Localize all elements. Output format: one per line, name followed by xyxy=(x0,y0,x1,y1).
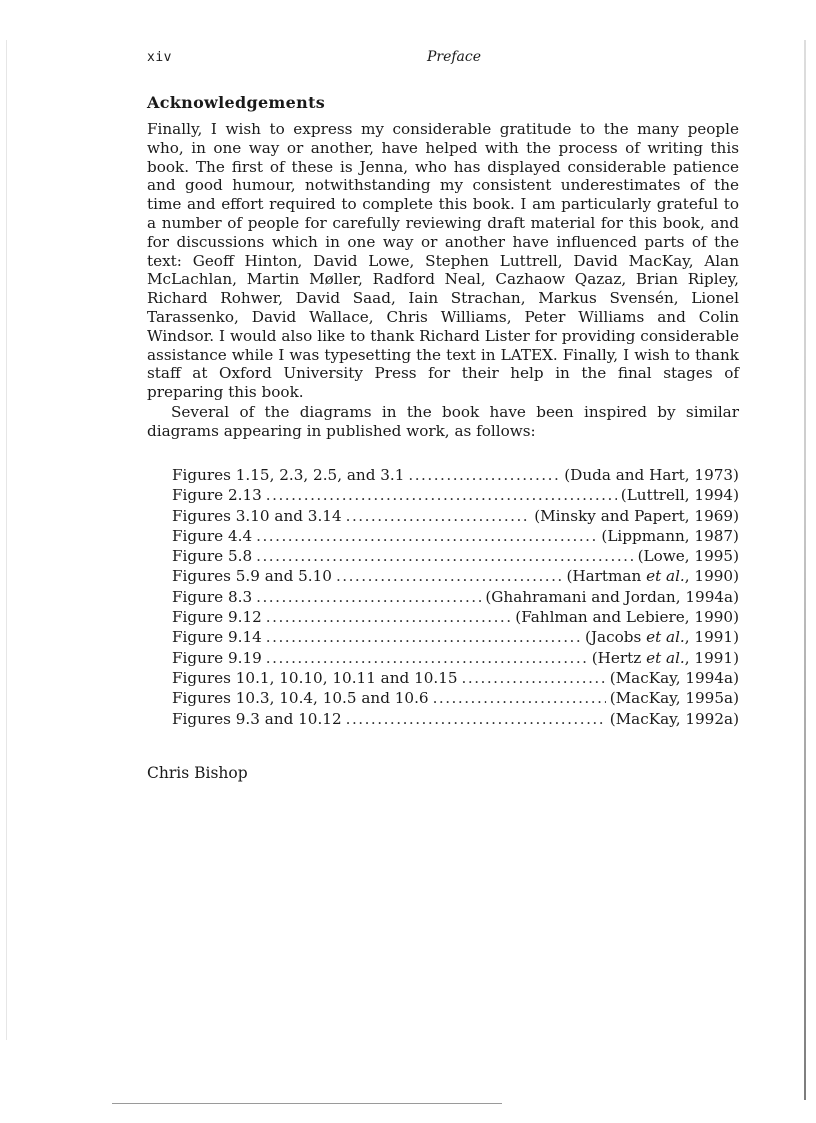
credit-source: (MacKay, 1992a) xyxy=(609,709,739,728)
credit-row xyxy=(172,668,739,688)
figure-credit-list xyxy=(172,465,739,729)
running-head: Preface xyxy=(426,49,482,65)
credit-row xyxy=(172,627,739,647)
dot-leader xyxy=(266,627,581,647)
credit-source: (MacKay, 1995a) xyxy=(609,689,739,708)
credit-figures: Figures 5.9 and 5.10 xyxy=(172,567,332,586)
dot-leader xyxy=(266,648,588,668)
credit-source: (Hertz et al., 1991) xyxy=(591,648,739,667)
scan-bottom-line xyxy=(112,1103,502,1104)
credit-figures: Figures 10.3, 10.4, 10.5 and 10.6 xyxy=(172,689,429,708)
credit-row xyxy=(172,688,739,708)
author-signature: Chris Bishop xyxy=(147,764,248,782)
scan-edge-left xyxy=(6,40,7,1040)
dot-leader xyxy=(462,668,606,688)
credit-row xyxy=(172,607,739,627)
diagrams-intro-paragraph: Several of the diagrams in the book have been inspired by similar diagrams appearing in published work, as follows: xyxy=(147,403,739,440)
credit-source: (Luttrell, 1994) xyxy=(620,486,739,505)
section-heading: Acknowledgements xyxy=(147,93,326,112)
credit-source: (Hartman et al., 1990) xyxy=(566,567,739,586)
credit-row xyxy=(172,485,739,505)
credit-figures: Figure 8.3 xyxy=(172,587,253,606)
dot-leader xyxy=(408,465,560,485)
credit-figures: Figure 9.19 xyxy=(172,648,262,667)
credit-row xyxy=(172,465,739,485)
credit-source: (Ghahramani and Jordan, 1994a) xyxy=(485,587,739,606)
dot-leader xyxy=(256,587,481,607)
credit-figures: Figure 9.12 xyxy=(172,608,262,627)
credit-source: (Minsky and Papert, 1969) xyxy=(534,506,739,525)
dot-leader xyxy=(256,526,597,546)
credit-source: (Lowe, 1995) xyxy=(637,547,739,566)
credit-figures: Figure 9.14 xyxy=(172,628,262,647)
credit-row xyxy=(172,648,739,668)
credit-figures: Figures 3.10 and 3.14 xyxy=(172,506,342,525)
dot-leader xyxy=(256,546,633,566)
credit-figures: Figures 10.1, 10.10, 10.11 and 10.15 xyxy=(172,668,458,687)
dot-leader xyxy=(433,688,606,708)
credit-row xyxy=(172,566,739,586)
dot-leader xyxy=(336,566,562,586)
credit-source: (Fahlman and Lebiere, 1990) xyxy=(515,608,739,627)
credit-figures: Figure 2.13 xyxy=(172,486,262,505)
credit-figures: Figure 5.8 xyxy=(172,547,253,566)
credit-row xyxy=(172,587,739,607)
credit-source: (Duda and Hart, 1973) xyxy=(564,466,739,484)
scan-edge-right xyxy=(804,40,806,1100)
dot-leader xyxy=(346,709,606,729)
credit-source: (Lippmann, 1987) xyxy=(601,526,739,545)
credit-row xyxy=(172,546,739,566)
credit-figures: Figures 9.3 and 10.12 xyxy=(172,709,342,728)
acknowledgements-paragraph: Finally, I wish to express my considerable gratitude to the many people who, in one way or another, have helped with the process of writing this book. The first of these is Jenna, who has displayed considerable patience and good humour, notwithstanding my consistent underestimates of the time and effort required to complete this book. I am particularly grateful to a number of people for carefully reviewing draft material for this book, and for discussions which in one way or another have influenced parts of the text: Geoff Hinton, David Lowe, Stephen Luttrell, David MacKay, Alan McLachlan, Martin Møller, Radford Neal, Cazhaow Qazaz, Brian Ripley, Richard Rohwer, David Saad, Iain Strachan, Markus Svensén, Lionel Tarassenko, David Wallace, Chris Williams, Peter Williams and Colin Windsor. I would also like to thank Richard Lister for providing considerable assistance while I was typesetting the text in LATEX. Finally, I wish to thank staff at Oxford University Press for their help in the final stages of preparing this book. xyxy=(147,120,739,402)
dot-leader xyxy=(266,607,512,627)
credit-source: (MacKay, 1994a) xyxy=(609,668,739,687)
dot-leader xyxy=(346,506,531,526)
credit-figures: Figures 1.15, 2.3, 2.5, and 3.1 xyxy=(172,466,405,484)
dot-leader xyxy=(266,485,617,505)
credit-row xyxy=(172,526,739,546)
page-number: xiv xyxy=(147,50,172,65)
credit-row xyxy=(172,506,739,526)
credit-source: (Jacobs et al., 1991) xyxy=(585,628,739,647)
credit-figures: Figure 4.4 xyxy=(172,526,253,545)
credit-row xyxy=(172,709,739,729)
